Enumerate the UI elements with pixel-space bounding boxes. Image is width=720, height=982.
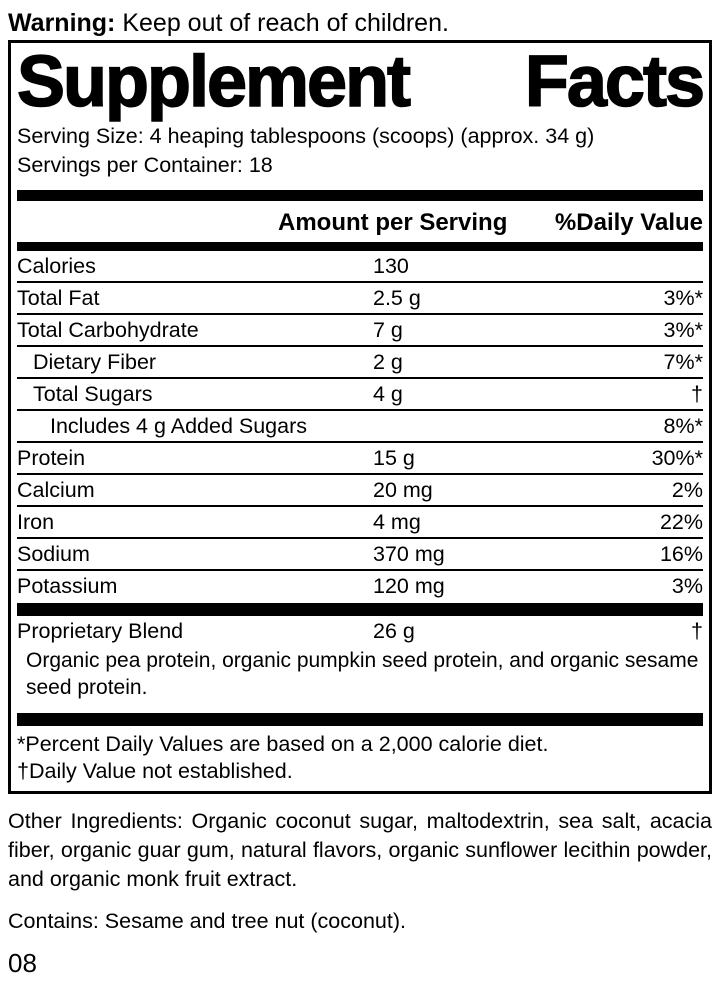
nutrient-daily-value: 3%* — [663, 318, 703, 342]
nutrient-row-added-sugars — [17, 411, 703, 443]
nutrient-name: Sodium — [17, 542, 90, 566]
nutrient-name: Total Carbohydrate — [17, 318, 199, 342]
nutrient-amount: 2 g — [373, 350, 403, 374]
nutrient-name: Dietary Fiber — [33, 350, 157, 374]
servings-per-container-text: Servings per Container: 18 — [17, 153, 273, 177]
nutrient-daily-value: 30%* — [651, 446, 703, 470]
nutrient-daily-value: 22% — [659, 510, 703, 534]
nutrient-amount: 2.5 g — [373, 286, 421, 310]
nutrient-amount: 7 g — [373, 318, 403, 342]
divider-thick-proprietary — [17, 603, 703, 616]
nutrient-name: Includes 4 g Added Sugars — [50, 414, 307, 438]
other-ingredients-paragraph — [8, 807, 712, 894]
nutrient-daily-value: 3%* — [663, 286, 703, 310]
panel-title-word-1: Supplement — [17, 42, 410, 122]
nutrient-name: Total Sugars — [33, 382, 153, 406]
nutrient-amount: 130 — [373, 254, 409, 278]
divider-medium-header — [17, 242, 703, 251]
warning-text: Keep out of reach of children. — [115, 9, 449, 37]
nutrient-name: Iron — [17, 510, 55, 534]
nutrient-daily-value: † — [691, 382, 703, 406]
warning-line — [8, 8, 712, 38]
nutrient-name: Protein — [17, 446, 86, 470]
nutrient-amount: 4 g — [373, 382, 403, 406]
nutrient-daily-value: 8%* — [663, 414, 703, 438]
nutrient-row-calcium — [17, 475, 703, 507]
nutrient-row-total-fat — [17, 283, 703, 315]
nutrient-name: Total Fat — [17, 286, 100, 310]
serving-size-text: Serving Size: 4 heaping tablespoons (scoops) (approx. 34 g) — [17, 124, 595, 148]
nutrient-daily-value: 2% — [671, 478, 703, 502]
other-ingredients-line: and organic monk fruit extract. — [8, 867, 298, 891]
contains-statement: Contains: Sesame and tree nut (coconut). — [8, 909, 406, 933]
proprietary-blend-name: Proprietary Blend — [17, 619, 184, 643]
proprietary-blend-amount: 26 g — [373, 619, 415, 643]
nutrient-row-iron — [17, 507, 703, 539]
footnote-daily-value-not-established: †Daily Value not established. — [17, 759, 293, 783]
footnote-percent-daily-values: *Percent Daily Values are based on a 2,000 calorie diet. — [17, 732, 549, 756]
nutrient-row-calories — [17, 251, 703, 283]
nutrient-amount: 20 mg — [373, 478, 433, 502]
nutrient-amount: 370 mg — [373, 542, 445, 566]
supplement-facts-panel — [8, 40, 712, 794]
proprietary-blend-row — [17, 616, 703, 647]
nutrient-amount: 120 mg — [373, 574, 445, 598]
nutrient-row-sodium — [17, 539, 703, 571]
nutrient-amount: 4 mg — [373, 510, 421, 534]
nutrient-row-dietary-fiber — [17, 347, 703, 379]
page-number: 08 — [8, 948, 37, 978]
nutrient-daily-value: 16% — [659, 542, 703, 566]
nutrient-daily-value: 7%* — [663, 350, 703, 374]
nutrient-name: Calories — [17, 254, 96, 278]
divider-thick-top — [17, 190, 703, 201]
column-header-daily-value: %Daily Value — [554, 209, 703, 236]
warning-label: Warning: — [8, 9, 116, 37]
nutrient-name: Calcium — [17, 478, 95, 502]
nutrient-row-potassium — [17, 571, 703, 603]
proprietary-blend-description: Organic pea protein, organic pumpkin seed protein, and organic sesame seed protein. — [26, 649, 699, 699]
nutrient-row-total-carbohydrate — [17, 315, 703, 347]
column-header-amount: Amount per Serving — [278, 209, 508, 236]
panel-title — [17, 42, 703, 122]
footnotes — [17, 731, 703, 785]
other-ingredients-line: fiber, organic guar gum, natural flavors, organic sunflower lecithin powder, — [8, 838, 712, 862]
proprietary-blend-daily-value: † — [691, 619, 703, 643]
column-header-row — [17, 201, 703, 242]
nutrient-row-total-sugars — [17, 379, 703, 411]
divider-thick-footnotes — [17, 713, 703, 726]
panel-title-word-2: Facts — [524, 42, 703, 122]
other-ingredients-line: Other Ingredients: Organic coconut sugar, maltodextrin, sea salt, acacia — [8, 809, 712, 833]
nutrient-amount: 15 g — [373, 446, 415, 470]
nutrient-row-protein — [17, 443, 703, 475]
nutrient-name: Potassium — [17, 574, 118, 598]
nutrient-daily-value: 3% — [671, 574, 703, 598]
